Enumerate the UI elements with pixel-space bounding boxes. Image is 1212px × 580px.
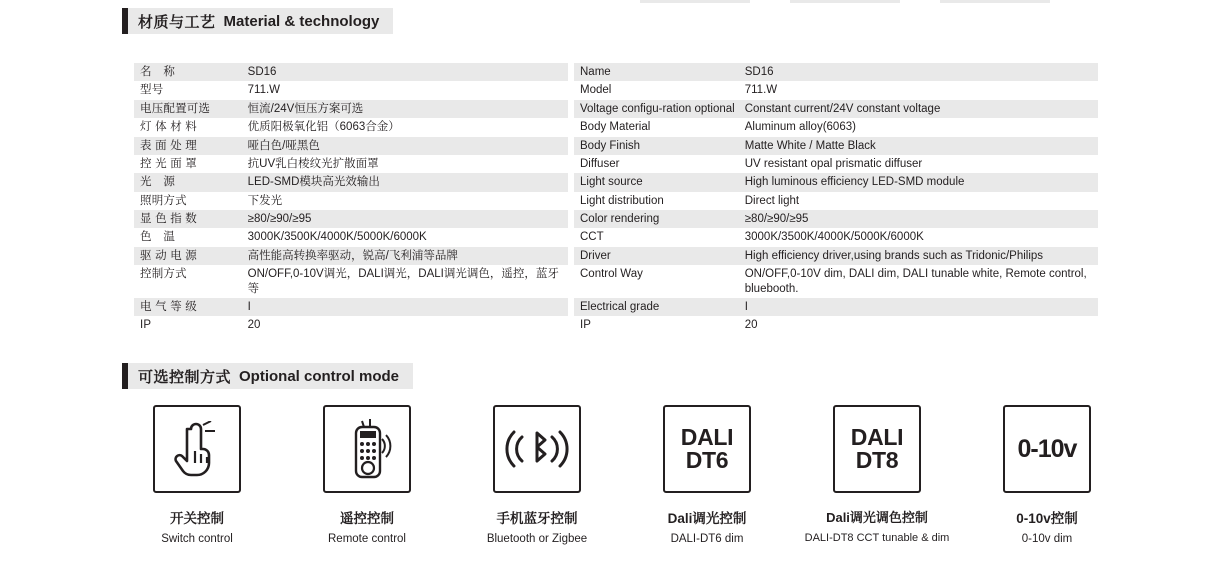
zero-ten-volt-text: 0-10v [1017, 434, 1077, 463]
spec-value: 3000K/3500K/4000K/5000K/6000K [744, 231, 924, 244]
spec-label: 光 源 [134, 173, 242, 191]
table-row [574, 173, 1098, 191]
spec-label: Body Material [580, 121, 651, 134]
control-mode-label-en: DALI-DT6 dim [670, 533, 744, 545]
spec-label: 电 气 等 级 [134, 298, 242, 316]
section-heading-control-en: Optional control mode [239, 367, 400, 385]
spec-label: Color rendering [574, 210, 739, 228]
spec-label: Light source [574, 173, 739, 191]
table-row [574, 155, 1098, 173]
table-row [574, 316, 1098, 334]
spec-label: 控 光 面 罩 [140, 157, 197, 170]
spec-label: Voltage configu-ration optional [574, 100, 739, 118]
spec-label: 表 面 处 理 [134, 137, 242, 155]
table-row [574, 137, 1098, 155]
spec-label: Light distribution [580, 194, 664, 207]
table-row [134, 173, 568, 191]
control-mode-label-en: DALI-DT8 CCT tunable & dim [804, 532, 950, 544]
spec-label: IP [140, 319, 152, 332]
table-row [134, 155, 568, 173]
control-mode-label-en: 0-10v dim [1021, 533, 1073, 545]
control-mode-label-en: Remote control [328, 533, 406, 545]
table-row [134, 210, 568, 228]
heading-accent-bar [122, 363, 128, 389]
spec-label: IP [580, 319, 591, 332]
spec-label: 名 称 [134, 63, 242, 81]
spec-label: 显 色 指 数 [134, 210, 242, 228]
control-mode-label-cn: 开关控制 [170, 511, 224, 526]
spec-value: SD16 [242, 63, 568, 81]
control-mode-label-cn: 遥控控制 [340, 511, 394, 526]
control-mode-switch [122, 405, 272, 545]
spec-label: 灯 体 材 料 [140, 121, 197, 134]
dali-dt8-text [850, 423, 904, 473]
spec-label: 色 温 [140, 231, 176, 244]
spec-label: 照明方式 [140, 194, 187, 207]
spec-value: ≥80/≥90/≥95 [739, 210, 1098, 228]
spec-value: 抗UV乳白棱纹光扩散面罩 [247, 157, 379, 170]
heading-accent-bar [122, 8, 128, 34]
dali-dt8-icon [833, 405, 921, 493]
control-mode-label-cn: 手机蓝牙控制 [496, 511, 578, 526]
table-row [574, 81, 1098, 99]
spec-value: UV resistant opal prismatic diffuser [744, 157, 923, 170]
spec-value: ≥80/≥90/≥95 [242, 210, 568, 228]
spec-value: High efficiency driver,using brands such as Tridonic/Philips [739, 247, 1098, 265]
spec-value: ON/OFF,0-10V调光，DALI调光，DALI调光调色，遥控，蓝牙等 [247, 268, 559, 295]
table-row [134, 316, 568, 334]
spec-label: 控制方式 [140, 268, 187, 281]
spec-value: High luminous efficiency LED-SMD module [739, 173, 1098, 191]
table-row [134, 118, 568, 136]
control-mode-label-en: Switch control [161, 533, 233, 545]
remote-control-icon [323, 405, 411, 493]
spec-label: 电压配置可选 [134, 100, 242, 118]
dali-dt6-line2: DT6 [685, 447, 729, 473]
table-row [134, 192, 568, 210]
control-mode-list [122, 405, 1122, 545]
table-row [134, 228, 568, 246]
section-heading-material [122, 8, 393, 34]
table-row [134, 265, 568, 298]
spec-value: Constant current/24V constant voltage [739, 100, 1098, 118]
table-row [574, 100, 1098, 118]
spec-value: 711.W [744, 84, 778, 97]
spec-label: Model [580, 84, 612, 97]
spec-table-en [574, 63, 1098, 335]
table-row [574, 192, 1098, 210]
bluetooth-wave-icon [493, 405, 581, 493]
zero-ten-volt-icon [1003, 405, 1091, 493]
spec-value: 哑白色/哑黑色 [242, 137, 568, 155]
section-heading-control-cn: 可选控制方式 [138, 368, 232, 386]
top-strip-artifact-3 [940, 0, 1050, 3]
control-mode-dali-dt6 [632, 405, 782, 545]
spec-label: Body Finish [574, 137, 739, 155]
table-row [134, 137, 568, 155]
spec-value: 711.W [247, 84, 281, 97]
spec-value: 高性能高转换率驱动，锐高/飞利浦等品牌 [242, 247, 568, 265]
table-row [134, 63, 568, 81]
table-row [134, 81, 568, 99]
table-row [134, 298, 568, 316]
spec-label: Diffuser [580, 157, 620, 170]
spec-label: Electrical grade [574, 298, 739, 316]
section-heading-material-cn: 材质与工艺 [138, 13, 216, 31]
table-row [574, 247, 1098, 265]
spec-value: 3000K/3500K/4000K/5000K/6000K [247, 231, 427, 244]
spec-value: 20 [744, 319, 758, 332]
control-mode-remote [292, 405, 442, 545]
control-mode-label-cn: Dali调光控制 [667, 511, 747, 526]
spec-label: 型号 [140, 84, 164, 97]
spec-label: 驱 动 电 源 [134, 247, 242, 265]
control-mode-label-cn: Dali调光调色控制 [826, 510, 928, 525]
dali-dt8-line2: DT8 [855, 447, 899, 473]
spec-value: ON/OFF,0-10V dim, DALI dim, DALI tunable white, Remote control, bluebooth. [744, 268, 1087, 295]
table-row [574, 265, 1098, 298]
spec-label: Name [574, 63, 739, 81]
spec-value: 20 [247, 319, 261, 332]
spec-table-cn [134, 63, 568, 335]
spec-label: Control Way [580, 268, 643, 281]
spec-value: Matte White / Matte Black [739, 137, 1098, 155]
control-mode-dali-dt8 [802, 405, 952, 545]
table-row [134, 247, 568, 265]
top-strip-artifact-2 [790, 0, 900, 3]
section-heading-control [122, 363, 413, 389]
spec-value: 下发光 [247, 194, 283, 207]
table-row [574, 298, 1098, 316]
dali-dt6-text [680, 423, 734, 473]
table-row [574, 63, 1098, 81]
dali-dt8-line1: DALI [850, 423, 904, 450]
spec-label: Driver [574, 247, 739, 265]
spec-value: SD16 [739, 63, 1098, 81]
table-row [574, 228, 1098, 246]
dali-dt6-line1: DALI [680, 423, 734, 450]
spec-value: LED-SMD模块高光效输出 [242, 173, 568, 191]
control-mode-0-10v [972, 405, 1122, 545]
spec-value: Direct light [744, 194, 800, 207]
control-mode-bluetooth [462, 405, 612, 545]
control-mode-label-en: Bluetooth or Zigbee [486, 533, 588, 545]
hand-touch-icon [153, 405, 241, 493]
top-strip-artifact-1 [640, 0, 750, 3]
table-row [574, 118, 1098, 136]
table-row [134, 100, 568, 118]
spec-value: I [739, 298, 1098, 316]
spec-value: I [242, 298, 568, 316]
spec-label: CCT [580, 231, 604, 244]
table-row [574, 210, 1098, 228]
section-heading-material-en: Material & technology [223, 12, 380, 30]
spec-value: 优质阳极氧化铝（6063合金） [247, 121, 400, 134]
spec-value: Aluminum alloy(6063) [744, 121, 856, 134]
control-mode-label-cn: 0-10v控制 [1016, 511, 1078, 526]
spec-value: 恒流/24V恒压方案可选 [242, 100, 568, 118]
dali-dt6-icon [663, 405, 751, 493]
